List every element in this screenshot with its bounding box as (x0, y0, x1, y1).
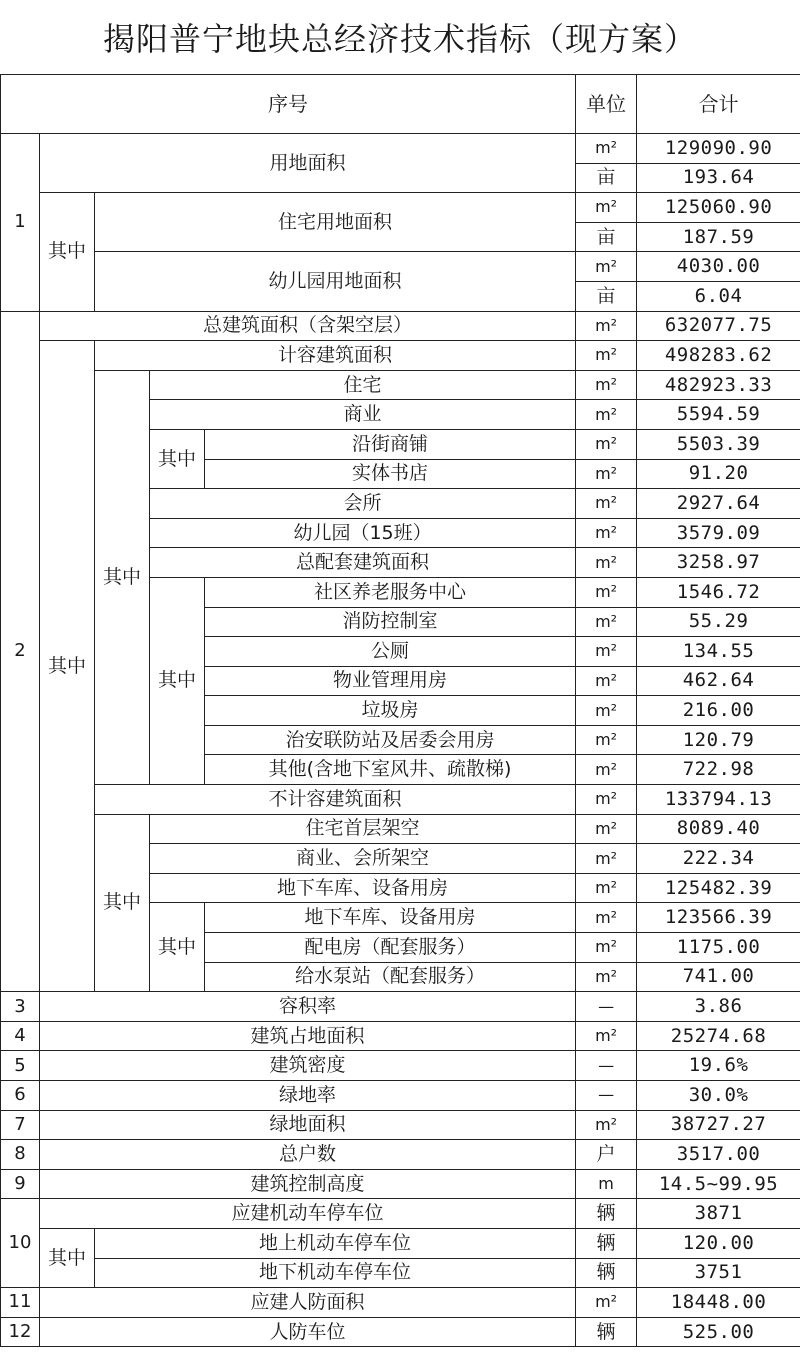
row-name: 容积率 (40, 992, 576, 1022)
row-unit: 亩 (576, 222, 637, 252)
table-row (1, 1199, 800, 1229)
table-row (1, 252, 800, 282)
row-name: 住宅 (150, 370, 576, 400)
row-unit: m² (576, 370, 637, 400)
row-unit: m² (576, 1110, 637, 1140)
row-value: 8089.40 (637, 814, 800, 844)
row-name: 实体书店 (205, 459, 576, 489)
row-value: 125482.39 (637, 873, 800, 903)
table-row (1, 1051, 800, 1081)
row-unit: m² (576, 429, 637, 459)
row-value: 525.00 (637, 1317, 800, 1347)
row-value: 91.20 (637, 459, 800, 489)
header-unit: 单位 (576, 75, 637, 134)
table-row (1, 370, 800, 400)
table-row (1, 785, 800, 815)
table-row (1, 1317, 800, 1347)
row-value: 187.59 (637, 222, 800, 252)
row-value: 134.55 (637, 637, 800, 667)
row-name: 地下机动车停车位 (95, 1258, 576, 1288)
row-index: 11 (1, 1288, 40, 1318)
row-value: 3517.00 (637, 1140, 800, 1170)
row-name: 社区养老服务中心 (205, 577, 576, 607)
row-index: 7 (1, 1110, 40, 1140)
table-row (1, 193, 800, 223)
row-unit: — (576, 992, 637, 1022)
row-name: 商业 (150, 400, 576, 430)
row-value: 120.79 (637, 725, 800, 755)
row-index: 2 (1, 311, 40, 992)
row-unit: 辆 (576, 1258, 637, 1288)
row-value: 5503.39 (637, 429, 800, 459)
row-name: 沿街商铺 (205, 429, 576, 459)
row-value: 14.5~99.95 (637, 1169, 800, 1199)
row-unit: m² (576, 844, 637, 874)
row-index: 9 (1, 1169, 40, 1199)
row-value: 1175.00 (637, 933, 800, 963)
indicator-table (0, 74, 800, 1347)
row-value: 2927.64 (637, 489, 800, 519)
row-value: 5594.59 (637, 400, 800, 430)
row-unit: m² (576, 577, 637, 607)
table-row (1, 341, 800, 371)
row-name: 治安联防站及居委会用房 (205, 725, 576, 755)
header-total: 合计 (637, 75, 800, 134)
row-name: 幼儿园用地面积 (95, 252, 576, 311)
row-unit: m² (576, 814, 637, 844)
table-row (1, 1081, 800, 1111)
row-unit: m² (576, 134, 637, 164)
table-row (1, 1169, 800, 1199)
row-unit: m² (576, 696, 637, 726)
qizhong-label: 其中 (150, 577, 205, 784)
table-row (1, 992, 800, 1022)
row-unit: m² (576, 518, 637, 548)
row-value: 216.00 (637, 696, 800, 726)
row-value: 193.64 (637, 163, 800, 193)
row-unit: m² (576, 755, 637, 785)
row-index: 1 (1, 134, 40, 312)
row-name: 其他(含地下室风井、疏散梯) (205, 755, 576, 785)
row-name: 会所 (150, 489, 576, 519)
row-value: 25274.68 (637, 1021, 800, 1051)
row-unit: m² (576, 252, 637, 282)
row-name: 不计容建筑面积 (95, 785, 576, 815)
row-index: 6 (1, 1081, 40, 1111)
row-name: 总配套建筑面积 (150, 548, 576, 578)
qizhong-label: 其中 (95, 370, 150, 784)
row-name: 消防控制室 (205, 607, 576, 637)
row-unit: m² (576, 193, 637, 223)
row-name: 绿地面积 (40, 1110, 576, 1140)
header-seq: 序号 (1, 75, 576, 134)
row-name: 地上机动车停车位 (95, 1228, 576, 1258)
row-name: 人防车位 (40, 1317, 576, 1347)
row-value: 129090.90 (637, 134, 800, 164)
row-unit: m² (576, 962, 637, 992)
row-value: 19.6% (637, 1051, 800, 1081)
row-unit: m² (576, 1021, 637, 1051)
row-name: 公厕 (205, 637, 576, 667)
row-unit: m² (576, 785, 637, 815)
row-value: 462.64 (637, 666, 800, 696)
row-unit: 亩 (576, 281, 637, 311)
row-value: 123566.39 (637, 903, 800, 933)
row-unit: m² (576, 311, 637, 341)
row-value: 498283.62 (637, 341, 800, 371)
row-index: 3 (1, 992, 40, 1022)
qizhong-label: 其中 (95, 814, 150, 992)
row-unit: m² (576, 666, 637, 696)
row-name: 垃圾房 (205, 696, 576, 726)
row-value: 741.00 (637, 962, 800, 992)
row-index: 4 (1, 1021, 40, 1051)
row-unit: m² (576, 1288, 637, 1318)
row-unit: m² (576, 933, 637, 963)
row-name: 绿地率 (40, 1081, 576, 1111)
table-row (1, 1110, 800, 1140)
qizhong-label: 其中 (150, 903, 205, 992)
row-name: 总建筑面积（含架空层） (40, 311, 576, 341)
row-name: 物业管理用房 (205, 666, 576, 696)
row-unit: 辆 (576, 1228, 637, 1258)
row-value: 6.04 (637, 281, 800, 311)
row-value: 3258.97 (637, 548, 800, 578)
row-value: 632077.75 (637, 311, 800, 341)
row-value: 482923.33 (637, 370, 800, 400)
row-unit: m² (576, 873, 637, 903)
page-title: 揭阳普宁地块总经济技术指标（现方案） (102, 20, 697, 58)
qizhong-label: 其中 (40, 193, 95, 311)
row-name: 幼儿园（15班） (150, 518, 576, 548)
table-row (1, 1258, 800, 1288)
row-value: 3751 (637, 1258, 800, 1288)
row-unit: m (576, 1169, 637, 1199)
row-name: 建筑占地面积 (40, 1021, 576, 1051)
row-value: 125060.90 (637, 193, 800, 223)
qizhong-label: 其中 (40, 1228, 95, 1287)
row-name: 住宅首层架空 (150, 814, 576, 844)
row-unit: m² (576, 400, 637, 430)
qizhong-label: 其中 (40, 341, 95, 992)
row-name: 用地面积 (40, 134, 576, 193)
row-name: 给水泵站（配套服务） (205, 962, 576, 992)
row-name: 地下车库、设备用房 (150, 873, 576, 903)
row-unit: m² (576, 607, 637, 637)
row-value: 222.34 (637, 844, 800, 874)
table-row (1, 1140, 800, 1170)
table-row (1, 1021, 800, 1051)
row-name: 计容建筑面积 (95, 341, 576, 371)
row-value: 38727.27 (637, 1110, 800, 1140)
row-unit: m² (576, 903, 637, 933)
table-row (1, 1228, 800, 1258)
row-index: 8 (1, 1140, 40, 1170)
row-unit: 辆 (576, 1317, 637, 1347)
row-unit: m² (576, 341, 637, 371)
row-name: 地下车库、设备用房 (205, 903, 576, 933)
row-index: 5 (1, 1051, 40, 1081)
row-value: 3.86 (637, 992, 800, 1022)
row-name: 建筑控制高度 (40, 1169, 576, 1199)
row-name: 建筑密度 (40, 1051, 576, 1081)
row-name: 总户数 (40, 1140, 576, 1170)
row-unit: m² (576, 459, 637, 489)
qizhong-label: 其中 (150, 429, 205, 488)
table-row (1, 1288, 800, 1318)
row-unit: m² (576, 725, 637, 755)
row-value: 3871 (637, 1199, 800, 1229)
row-unit: 辆 (576, 1199, 637, 1229)
row-value: 3579.09 (637, 518, 800, 548)
row-name: 应建人防面积 (40, 1288, 576, 1318)
row-value: 55.29 (637, 607, 800, 637)
table-row (1, 134, 800, 164)
row-value: 4030.00 (637, 252, 800, 282)
row-index: 12 (1, 1317, 40, 1347)
row-unit: m² (576, 489, 637, 519)
row-unit: 亩 (576, 163, 637, 193)
row-unit: 户 (576, 1140, 637, 1170)
row-unit: — (576, 1051, 637, 1081)
row-name: 应建机动车停车位 (40, 1199, 576, 1229)
row-value: 120.00 (637, 1228, 800, 1258)
row-value: 18448.00 (637, 1288, 800, 1318)
table-row (1, 311, 800, 341)
row-name: 商业、会所架空 (150, 844, 576, 874)
row-name: 住宅用地面积 (95, 193, 576, 252)
row-unit: m² (576, 637, 637, 667)
row-value: 1546.72 (637, 577, 800, 607)
row-value: 30.0% (637, 1081, 800, 1111)
table-row (1, 814, 800, 844)
row-index: 10 (1, 1199, 40, 1288)
table-header-row (1, 75, 800, 134)
row-unit: — (576, 1081, 637, 1111)
row-unit: m² (576, 548, 637, 578)
row-value: 722.98 (637, 755, 800, 785)
row-name: 配电房（配套服务） (205, 933, 576, 963)
row-value: 133794.13 (637, 785, 800, 815)
